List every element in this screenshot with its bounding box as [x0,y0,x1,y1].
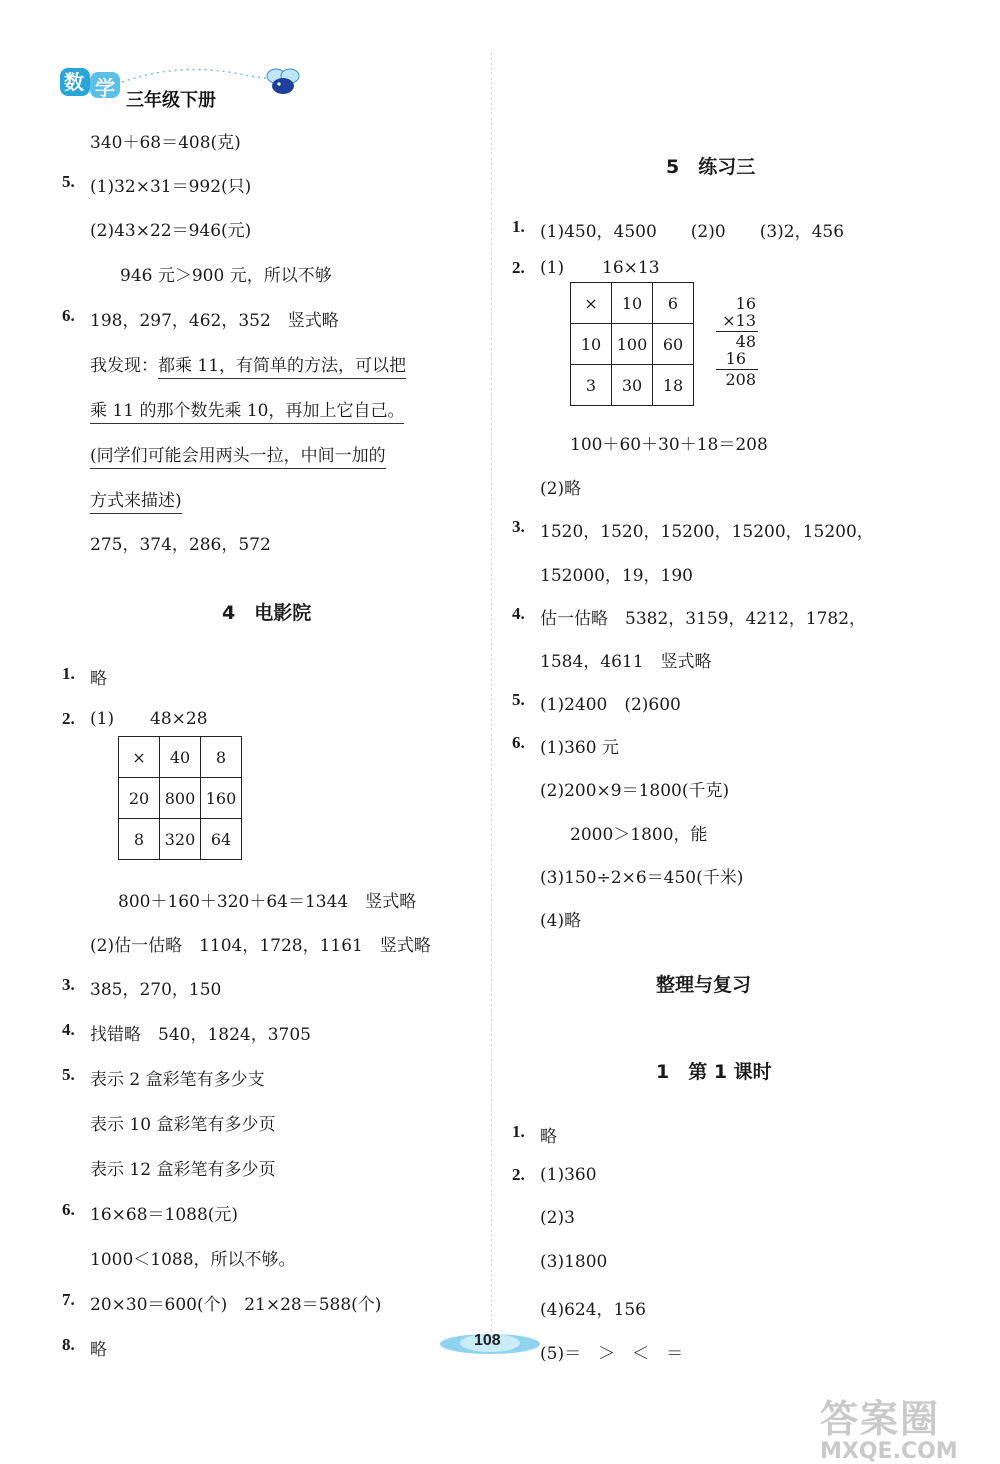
discovery-line-2: 乘 11 的那个数先乘 10，再加上它自己。 [90,396,404,424]
expression: 16×13 [602,258,660,278]
answer-text: 946 元＞900 元，所以不够 [120,266,332,286]
vertical-line: 16 [735,294,756,313]
question-number: 4. [512,604,525,623]
answer-text: 198，297，462，352 竖式略 [90,311,339,331]
section-title: 整理与复习 [656,974,752,996]
grid-cell: 8 [201,737,242,778]
answer-text: 800＋160＋320＋64＝1344 竖式略 [118,892,417,912]
question-number: 4. [62,1020,75,1039]
answer-text: 估一估略 5382，3159，4212，1782， [540,609,867,629]
multiplication-grid [118,736,242,860]
sub-label: (1) [540,258,565,278]
vertical-line: 48 [735,332,756,351]
question-number: 6. [62,1200,75,1219]
grid-cell: 100 [612,324,653,365]
answer-text: 16×68＝1088(元) [90,1205,239,1225]
grid-cell: 60 [653,324,694,365]
section-title: 5 练习三 [666,156,756,178]
answer-text: 2000＞1800，能 [570,825,708,845]
watermark-logo [820,1388,958,1464]
bee-icon [262,66,304,96]
question-number: 6. [512,733,525,752]
answer-text: (5)＝ ＞ ＜ ＝ [540,1344,684,1364]
question-number: 5. [62,1065,75,1084]
answer-text: 20×30＝600(个) 21×28＝588(个) [90,1295,382,1315]
discovery-text: 都乘 11，有简单的方法，可以把 [158,356,406,379]
grid-cell: × [119,737,160,778]
vertical-line: ×13 [722,311,756,330]
answer-text: 略 [540,1127,557,1147]
grid-cell: 160 [201,778,242,819]
answer-text: (2)估一估略 1104，1728，1161 竖式略 [90,936,431,956]
answer-text: 略 [90,1340,107,1360]
question-number: 1. [512,217,525,236]
lesson-title: 1 第 1 课时 [656,1061,772,1083]
answer-text: (4)624，156 [540,1300,646,1320]
answer-text: (1)360 元 [540,738,619,758]
answer-text: (3)150÷2×6＝450(千米) [540,868,744,888]
answer-text: 表示 10 盒彩笔有多少页 [90,1115,276,1135]
answer-text: (1)2400 (2)600 [540,695,681,715]
question-number: 1. [62,664,75,683]
answer-text: (2)3 [540,1208,575,1228]
question-number: 5. [62,172,75,191]
grid-cell: 64 [201,819,242,860]
question-number: 5. [512,690,525,709]
answer-text: (2)200×9＝1800(千克) [540,781,730,801]
grid-cell: × [571,283,612,324]
grid-cell: 6 [653,283,694,324]
answer-text: 表示 12 盒彩笔有多少页 [90,1160,276,1180]
answer-text: 略 [90,669,107,689]
question-number: 8. [62,1335,75,1354]
discovery-line-4: 方式来描述) [90,486,182,514]
page-number: 108 [474,1332,501,1349]
sub-label: (1) [90,709,115,729]
question-number: 2. [512,1165,525,1184]
grid-cell: 800 [160,778,201,819]
question-number: 6. [62,306,75,325]
question-number: 1. [512,1122,525,1141]
grid-cell: 10 [571,324,612,365]
grid-cell: 3 [571,365,612,406]
answer-text: 1000＜1088，所以不够。 [90,1250,296,1270]
line-item: 340＋68＝408(克) [90,133,241,153]
question-number: 3. [62,975,75,994]
logo-char-1: 数 [64,70,84,94]
answer-text: 表示 2 盒彩笔有多少支 [90,1070,265,1090]
grid-cell: 20 [119,778,160,819]
logo-char-2: 学 [95,76,115,100]
answer-text: 275，374，286，572 [90,535,271,555]
grade-label: 三年级下册 [126,90,216,111]
grid-cell: 10 [612,283,653,324]
answer-text: 1520，1520，15200，15200，15200， [540,522,874,542]
grid-cell: 320 [160,819,201,860]
multiplication-grid [570,282,694,406]
discovery-line-3: (同学们可能会用两头一拉，中间一加的 [90,441,386,469]
answer-text: (4)略 [540,911,582,931]
answer-text: (2)略 [540,479,582,499]
question-number: 2. [62,709,75,728]
vertical-line: 16 [725,349,746,368]
section-title: 4 电影院 [222,602,312,624]
question-number: 3. [512,517,525,536]
answer-text: 152000，19，190 [540,566,693,586]
watermark-line-2: MXQE.COM [820,1439,958,1464]
answer-text: 找错略 540，1824，3705 [90,1025,311,1045]
answer-text: 385，270，150 [90,980,222,1000]
column-divider [491,52,492,1332]
question-number: 2. [512,258,525,277]
answer-text: (3)1800 [540,1252,608,1272]
discovery-line-1 [90,351,406,376]
watermark-line-1: 答案圈 [820,1397,941,1441]
grid-cell: 30 [612,365,653,406]
vertical-line: 208 [725,370,756,389]
answer-text: 1584，4611 竖式略 [540,652,712,672]
expression: 48×28 [150,709,208,729]
grid-cell: 8 [119,819,160,860]
grid-cell: 18 [653,365,694,406]
answer-text: (1)360 [540,1165,597,1185]
answer-text: 100＋60＋30＋18＝208 [570,435,768,455]
answer-text: (1)32×31＝992(只) [90,177,252,197]
answer-text: (2)43×22＝946(元) [90,221,252,241]
discovery-prefix: 我发现： [90,356,158,376]
grid-cell: 40 [160,737,201,778]
question-number: 7. [62,1290,75,1309]
answer-text: (1)450，4500 (2)0 (3)2，456 [540,222,845,242]
